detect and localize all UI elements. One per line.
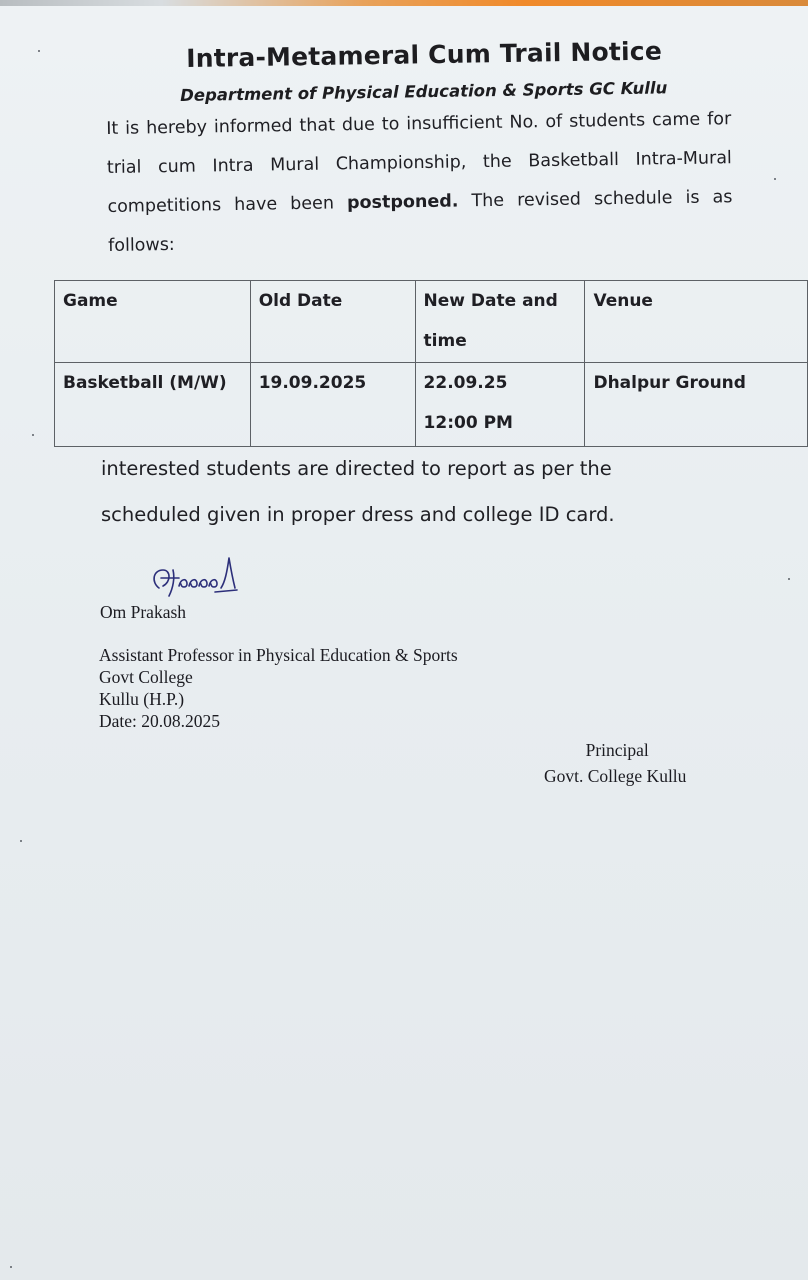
paper-speck [20,840,22,842]
new-time-value: 12:00 PM [423,413,513,433]
paper-speck [38,50,40,52]
principal-block [544,737,686,789]
paper-speck [774,178,776,180]
cell-game: Basketball (M/W) [55,363,251,447]
signatory-institution: Govt College [99,667,193,687]
department-heading: Department of Physical Education & Sports GC Kullu [180,78,668,105]
intro-text-end: The revised schedule is as follows: [107,187,733,256]
schedule-table [54,280,808,447]
cell-new-date [415,363,585,447]
intro-text-bold: postponed. [346,191,459,214]
paper-top-edge [0,0,808,6]
signatory-block [99,644,458,732]
principal-title: Principal [585,740,649,760]
signatory-date: Date: 20.08.2025 [99,711,221,731]
intro-paragraph [106,100,733,266]
handwritten-signature [145,548,245,608]
signatory-name: Om Prakash [100,602,187,622]
notice-title: Intra-Metameral Cum Trail Notice [186,36,663,73]
signatory-location: Kullu (H.P.) [99,689,185,709]
signatory-designation: Assistant Professor in Physical Education & Sports [99,645,458,665]
paper-speck [32,434,34,436]
instruction-paragraph: interested students are directed to report as per the scheduled given in proper dress and college ID card. [101,457,615,526]
header-cell-new-date: New Date and time [415,281,585,363]
intro-text-start: It is hereby informed that due to insufficient No. of students came for trial cum Intra Mural Championship, the Basketball Intra-Mural competitions have been [106,109,732,217]
principal-institution: Govt. College Kullu [544,766,687,786]
header-cell-old-date: Old Date [250,281,415,363]
paper-speck [10,1266,12,1268]
header-cell-game: Game [55,281,251,363]
cell-venue: Dhalpur Ground [585,363,808,447]
new-date-value: 22.09.25 [423,373,508,393]
cell-old-date: 19.09.2025 [250,363,415,447]
table-row [55,363,808,447]
paper-speck [788,578,790,580]
header-cell-venue: Venue [585,281,808,363]
table-header-row [55,281,808,363]
